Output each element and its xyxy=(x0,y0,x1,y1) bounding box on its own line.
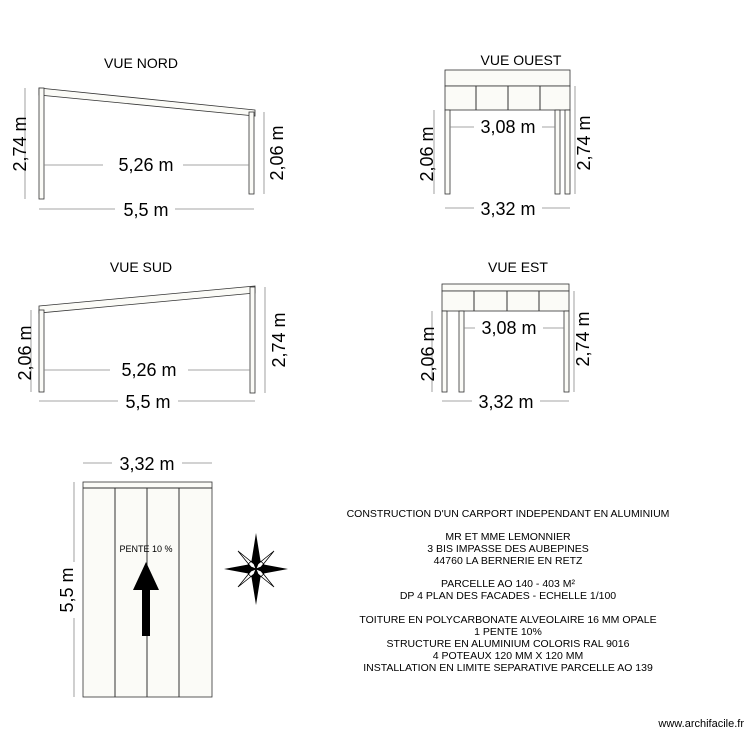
dim-height-right: 2,74 m xyxy=(574,115,594,171)
spec-line: 1 PENTE 10% xyxy=(474,626,542,638)
parcel-line: PARCELLE AO 140 - 403 M² xyxy=(440,578,576,590)
spec-line: TOITURE EN POLYCARBONATE ALVEOLAIRE 16 MM OPALE xyxy=(359,614,657,626)
roof-edge xyxy=(445,70,570,86)
spec-line: INSTALLATION EN LIMITE SEPARATIVE PARCELLE AO 139 xyxy=(363,662,653,674)
plan-length-label: 5,5 m xyxy=(57,567,77,613)
post-left xyxy=(445,110,450,194)
roof-plan xyxy=(57,450,212,697)
slope-label: PENTE 10 % xyxy=(119,544,173,554)
dim-total-width: 3,32 m xyxy=(480,199,536,219)
dim-inner-width: 3,08 m xyxy=(481,318,537,338)
post-left xyxy=(442,311,447,392)
view-south xyxy=(15,259,289,413)
owner-line: 3 BIS IMPASSE DES AUBEPINES xyxy=(427,543,589,555)
post-middle xyxy=(459,311,464,392)
view-north-title: VUE NORD xyxy=(104,55,178,71)
view-west xyxy=(417,52,594,220)
dim-total-width: 5,5 m xyxy=(125,392,171,412)
dim-height-right: 2,74 m xyxy=(573,311,593,367)
view-east-title: VUE EST xyxy=(488,259,548,275)
dim-height-left: 2,06 m xyxy=(15,325,35,381)
view-east xyxy=(418,259,593,413)
dim-inner-width: 5,26 m xyxy=(118,155,174,175)
dim-total-width: 5,5 m xyxy=(123,200,169,220)
spec-line: STRUCTURE EN ALUMINIUM COLORIS RAL 9016 xyxy=(386,638,630,650)
dim-height-left: 2,06 m xyxy=(418,326,438,382)
compass-rose-icon xyxy=(224,533,288,605)
view-west-title: VUE OUEST xyxy=(480,52,562,68)
post-left xyxy=(39,88,44,199)
view-north xyxy=(10,55,287,221)
info-heading: CONSTRUCTION D'UN CARPORT INDEPENDANT EN ALUMINIUM xyxy=(346,508,670,520)
owner-line: 44760 LA BERNERIE EN RETZ xyxy=(433,555,583,567)
dim-height-left: 2,06 m xyxy=(417,126,437,182)
dim-height-right: 2,06 m xyxy=(267,125,287,181)
roof xyxy=(39,88,255,116)
roof-edge xyxy=(442,284,569,291)
parcel-line: DP 4 PLAN DES FACADES - ECHELLE 1/100 xyxy=(399,590,617,602)
post-right xyxy=(250,287,255,393)
watermark: www.archifacile.fr xyxy=(658,718,744,730)
post-left xyxy=(39,310,44,392)
spec-line: 4 POTEAUX 120 MM X 120 MM xyxy=(432,650,584,662)
dim-inner-width: 3,08 m xyxy=(480,117,536,137)
dim-height-left: 2,74 m xyxy=(10,116,30,172)
view-south-title: VUE SUD xyxy=(109,259,173,275)
post-middle xyxy=(555,110,560,194)
owner-line: MR ET MME LEMONNIER xyxy=(445,531,571,543)
dim-height-right: 2,74 m xyxy=(269,312,289,368)
post-right xyxy=(249,112,254,194)
dim-total-width: 3,32 m xyxy=(478,392,534,412)
post-right xyxy=(564,311,569,392)
roof xyxy=(39,286,255,313)
project-info xyxy=(347,508,670,674)
dim-inner-width: 5,26 m xyxy=(121,360,177,380)
plan-width-label: 3,32 m xyxy=(119,454,175,474)
post-right xyxy=(565,110,570,194)
roof-fascia xyxy=(442,291,569,311)
